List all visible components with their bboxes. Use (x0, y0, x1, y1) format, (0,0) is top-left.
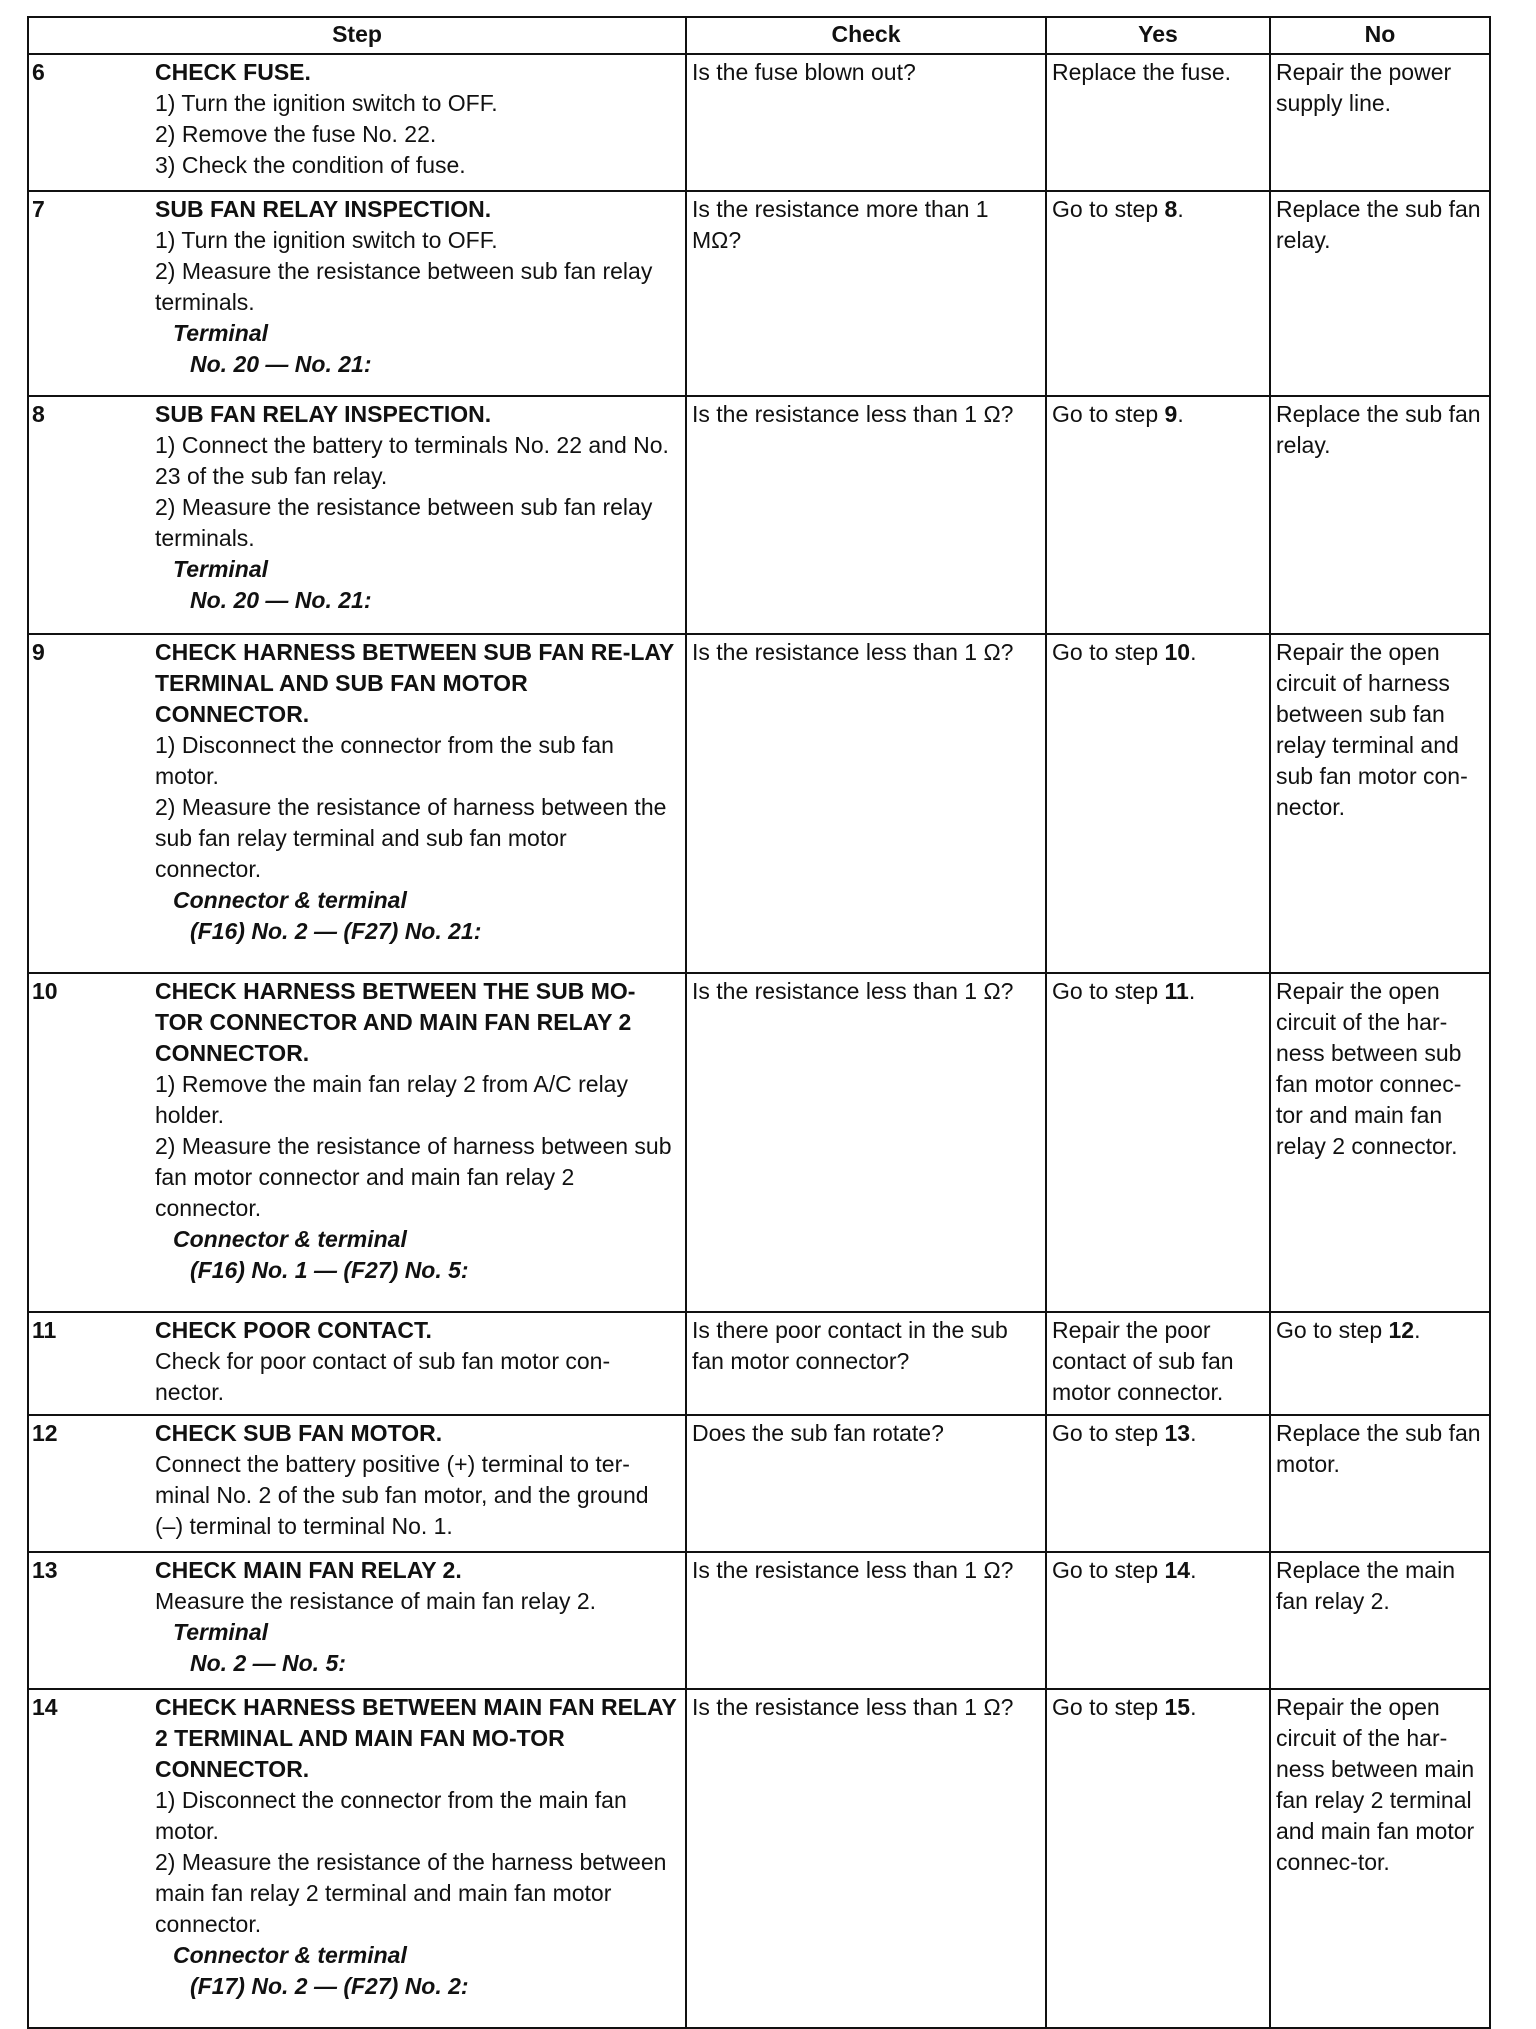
table-header-row (28, 17, 1490, 54)
header-no: No (1270, 17, 1490, 54)
step-instruction: Measure the resistance of main fan relay 2. (155, 1588, 597, 1614)
spec-label: Connector & terminal (173, 1942, 407, 1968)
table-row (28, 634, 1490, 973)
step-title: SUB FAN RELAY INSPECTION. (155, 401, 492, 427)
yes-step-number: 11 (1164, 978, 1189, 1004)
yes-cell (1046, 1312, 1270, 1415)
step-instruction: Check for poor contact of sub fan motor con-nector. (155, 1348, 611, 1405)
table-body (28, 54, 1490, 2028)
table-row (28, 973, 1490, 1312)
step-cell (28, 1552, 686, 1689)
step-number: 6 (32, 59, 45, 85)
step-cell (28, 54, 686, 191)
spec-value: (F17) No. 2 — (F27) No. 2: (190, 1973, 469, 1999)
no-text: Repair the power supply line. (1276, 59, 1452, 116)
table-row (28, 191, 1490, 396)
yes-step-number: 9 (1164, 401, 1178, 427)
step-instruction: 2) Measure the resistance between sub fan relay terminals. (155, 494, 653, 551)
no-suffix: . (1414, 1317, 1421, 1343)
check-cell: Is the resistance less than 1 Ω? (686, 1689, 1046, 2028)
no-cell (1270, 973, 1490, 1312)
no-text: Repair the open circuit of the har-ness between sub fan motor connec-tor and main fan relay 2 connector. (1276, 978, 1462, 1159)
yes-text: Go to step (1052, 978, 1165, 1004)
step-number: 13 (32, 1557, 58, 1583)
step-instruction: 1) Remove the main fan relay 2 from A/C relay holder. (155, 1071, 628, 1128)
step-title: CHECK HARNESS BETWEEN MAIN FAN RELAY 2 TERMINAL AND MAIN FAN MO-TOR CONNECTOR. (155, 1694, 677, 1782)
step-title: CHECK POOR CONTACT. (155, 1317, 432, 1343)
yes-suffix: . (1190, 1694, 1197, 1720)
step-instruction: 1) Disconnect the connector from the main fan motor. (155, 1787, 627, 1844)
spec-label: Terminal (173, 556, 269, 582)
spec-value: No. 20 — No. 21: (190, 351, 372, 377)
yes-cell (1046, 973, 1270, 1312)
step-cell (28, 634, 686, 973)
no-text: Replace the sub fan relay. (1276, 196, 1481, 253)
step-title: CHECK MAIN FAN RELAY 2. (155, 1557, 462, 1583)
yes-step-number: 10 (1164, 639, 1191, 665)
header-step: Step (28, 17, 686, 54)
no-cell (1270, 1689, 1490, 2028)
yes-step-number: 14 (1164, 1557, 1191, 1583)
no-cell (1270, 396, 1490, 634)
table-row (28, 1552, 1490, 1689)
step-number: 14 (32, 1694, 58, 1720)
no-cell (1270, 54, 1490, 191)
table-row (28, 1689, 1490, 2028)
no-step-number: 12 (1388, 1317, 1415, 1343)
spec-label: Connector & terminal (173, 1226, 407, 1252)
spec-value: (F16) No. 1 — (F27) No. 5: (190, 1257, 469, 1283)
yes-text: Repair the poor contact of sub fan motor connector. (1052, 1317, 1234, 1405)
no-text: Replace the sub fan motor. (1276, 1420, 1481, 1477)
step-title: CHECK HARNESS BETWEEN THE SUB MO-TOR CONNECTOR AND MAIN FAN RELAY 2 CONNECTOR. (155, 978, 636, 1066)
yes-step-number: 15 (1164, 1694, 1191, 1720)
step-number: 8 (32, 401, 45, 427)
no-text: Go to step (1276, 1317, 1389, 1343)
yes-text: Go to step (1052, 1420, 1165, 1446)
step-instruction: 1) Disconnect the connector from the sub fan motor. (155, 732, 614, 789)
no-text: Replace the main fan relay 2. (1276, 1557, 1455, 1614)
step-cell (28, 1312, 686, 1415)
yes-text: Go to step (1052, 1694, 1165, 1720)
step-cell (28, 973, 686, 1312)
yes-suffix: . (1188, 978, 1196, 1004)
step-instruction: 1) Turn the ignition switch to OFF. (155, 90, 498, 116)
yes-step-number: 13 (1164, 1420, 1191, 1446)
yes-suffix: . (1190, 1557, 1197, 1583)
spec-value: No. 2 — No. 5: (190, 1650, 346, 1676)
spec-label: Terminal (173, 1619, 269, 1645)
step-instruction: 2) Measure the resistance of harness between the sub fan relay terminal and sub fan motor connector. (155, 794, 667, 882)
yes-cell (1046, 634, 1270, 973)
step-instruction: 2) Remove the fuse No. 22. (155, 121, 437, 147)
yes-cell (1046, 191, 1270, 396)
check-cell: Is the resistance more than 1 MΩ? (686, 191, 1046, 396)
check-cell: Is the resistance less than 1 Ω? (686, 396, 1046, 634)
yes-text: Go to step (1052, 196, 1165, 222)
table-row (28, 396, 1490, 634)
header-check: Check (686, 17, 1046, 54)
yes-cell (1046, 1415, 1270, 1552)
step-title: CHECK SUB FAN MOTOR. (155, 1420, 443, 1446)
check-cell: Is the resistance less than 1 Ω? (686, 634, 1046, 973)
yes-suffix: . (1190, 639, 1197, 665)
check-cell: Is the resistance less than 1 Ω? (686, 1552, 1046, 1689)
diagnostic-table (27, 16, 1491, 2029)
yes-cell (1046, 54, 1270, 191)
step-instruction: Connect the battery positive (+) terminal to ter-minal No. 2 of the sub fan motor, and the ground (–) terminal to terminal No. 1. (155, 1451, 649, 1539)
check-cell: Does the sub fan rotate? (686, 1415, 1046, 1552)
step-instruction: 1) Turn the ignition switch to OFF. (155, 227, 498, 253)
spec-label: Terminal (173, 320, 269, 346)
step-instruction: 2) Measure the resistance between sub fan relay terminals. (155, 258, 653, 315)
yes-step-number: 8 (1164, 196, 1178, 222)
yes-text: Replace the fuse. (1052, 59, 1232, 85)
yes-text: Go to step (1052, 401, 1165, 427)
header-yes: Yes (1046, 17, 1270, 54)
yes-cell (1046, 396, 1270, 634)
no-cell (1270, 1415, 1490, 1552)
no-text: Repair the open circuit of harness between sub fan relay terminal and sub fan motor con-nector. (1276, 639, 1468, 820)
step-title: CHECK FUSE. (155, 59, 311, 85)
no-text: Replace the sub fan relay. (1276, 401, 1481, 458)
step-cell (28, 1689, 686, 2028)
table-row (28, 1415, 1490, 1552)
yes-text: Go to step (1052, 639, 1165, 665)
no-cell (1270, 1552, 1490, 1689)
step-title: SUB FAN RELAY INSPECTION. (155, 196, 492, 222)
yes-text: Go to step (1052, 1557, 1165, 1583)
check-cell: Is there poor contact in the sub fan motor connector? (686, 1312, 1046, 1415)
step-number: 10 (32, 978, 58, 1004)
check-cell: Is the resistance less than 1 Ω? (686, 973, 1046, 1312)
step-number: 12 (32, 1420, 58, 1446)
no-cell (1270, 191, 1490, 396)
step-number: 11 (32, 1317, 57, 1343)
no-cell (1270, 1312, 1490, 1415)
spec-value: (F16) No. 2 — (F27) No. 21: (190, 918, 482, 944)
check-cell: Is the fuse blown out? (686, 54, 1046, 191)
yes-cell (1046, 1689, 1270, 2028)
table-row (28, 54, 1490, 191)
step-instruction: 3) Check the condition of fuse. (155, 152, 466, 178)
step-title: CHECK HARNESS BETWEEN SUB FAN RE-LAY TERMINAL AND SUB FAN MOTOR CONNECTOR. (155, 639, 674, 727)
spec-label: Connector & terminal (173, 887, 407, 913)
yes-suffix: . (1177, 196, 1184, 222)
no-text: Repair the open circuit of the har-ness between main fan relay 2 terminal and main fan motor connec-tor. (1276, 1694, 1475, 1875)
no-cell (1270, 634, 1490, 973)
step-cell (28, 1415, 686, 1552)
step-number: 7 (32, 196, 45, 222)
step-instruction: 2) Measure the resistance of the harness between main fan relay 2 terminal and main fan motor connector. (155, 1849, 667, 1937)
yes-suffix: . (1177, 401, 1184, 427)
step-cell (28, 396, 686, 634)
table-row (28, 1312, 1490, 1415)
yes-cell (1046, 1552, 1270, 1689)
step-instruction: 1) Connect the battery to terminals No. 22 and No. 23 of the sub fan relay. (155, 432, 669, 489)
step-instruction: 2) Measure the resistance of harness between sub fan motor connector and main fan relay 2 connector. (155, 1133, 672, 1221)
step-cell (28, 191, 686, 396)
yes-suffix: . (1190, 1420, 1197, 1446)
spec-value: No. 20 — No. 21: (190, 587, 372, 613)
step-number: 9 (32, 639, 45, 665)
